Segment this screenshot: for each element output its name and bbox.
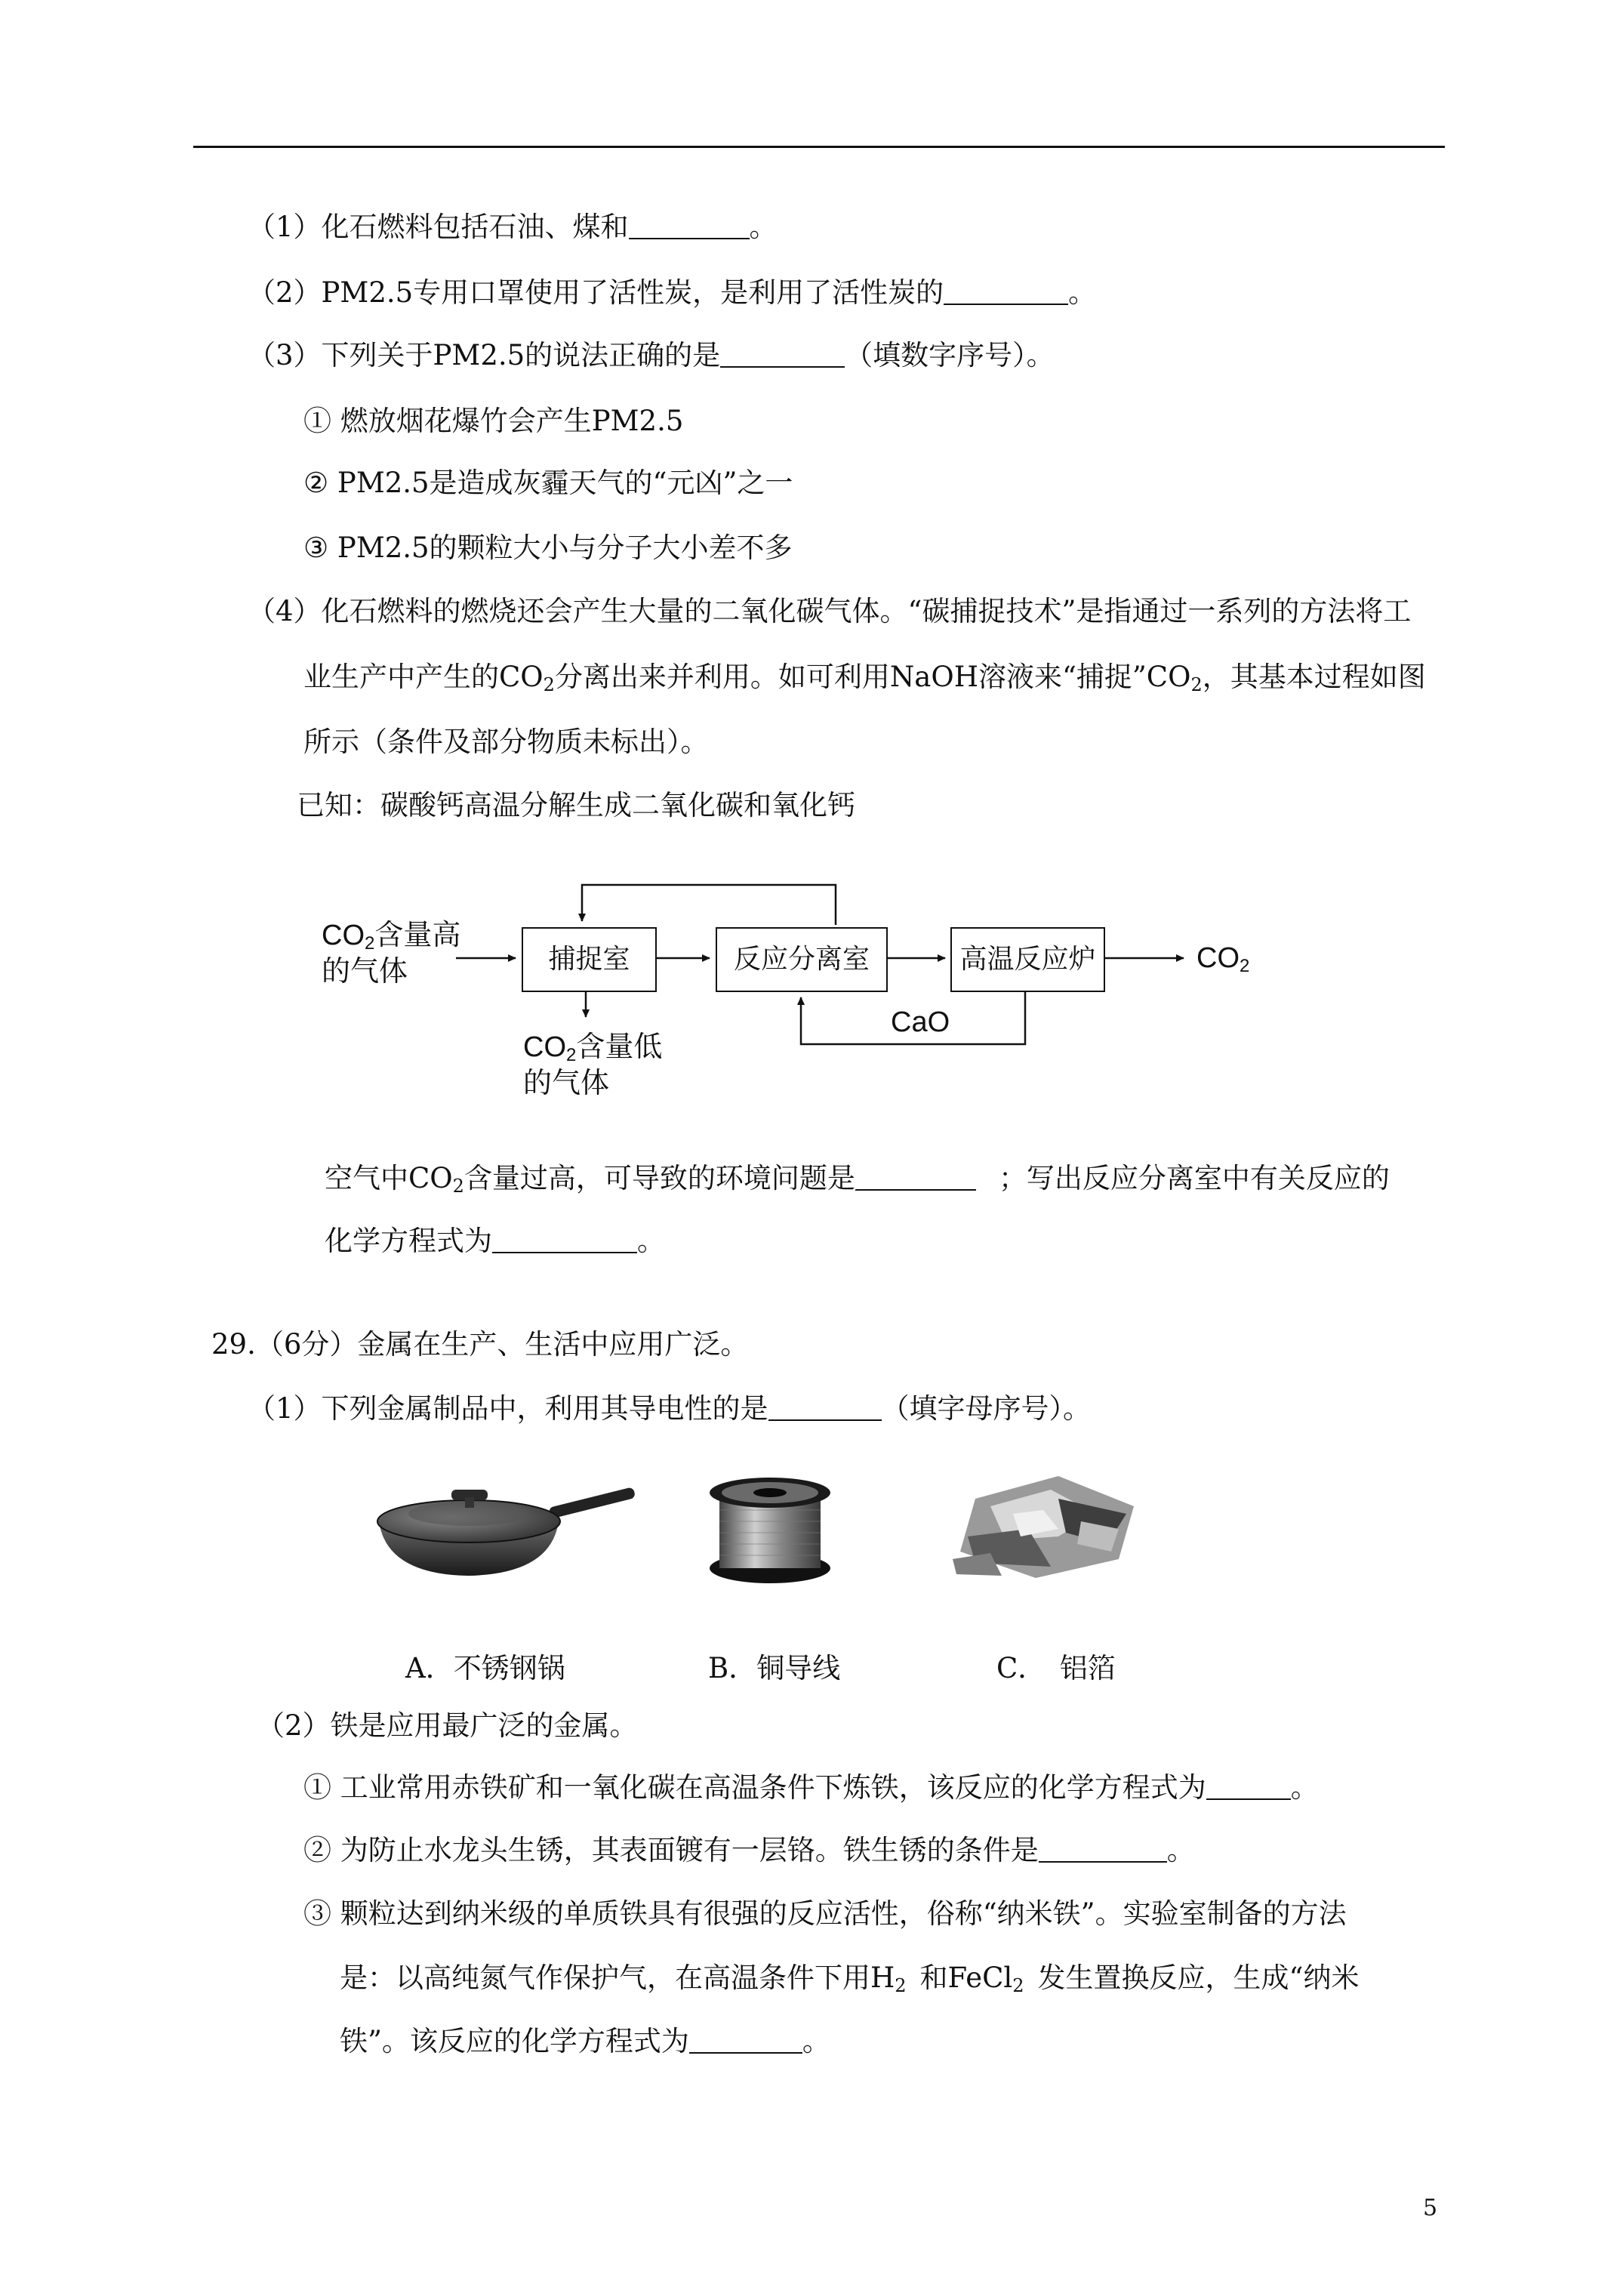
q28-option-2: ② PM2.5是造成灰霾天气的“元凶”之一 xyxy=(303,467,793,499)
q28-option-3: ③ PM2.5的颗粒大小与分子大小差不多 xyxy=(303,532,793,564)
answer-blank[interactable] xyxy=(492,1226,637,1253)
wire-spool-image xyxy=(706,1469,834,1589)
q29-part1: （1）下列金属制品中，利用其导电性的是 （填字母序号）。 xyxy=(248,1392,1092,1425)
q28-part4-line2: 业生产中产生的$CO_2$分离出来并利用。如可利用NaOH溶液来“捕捉$”CO_2$，其基本过程如图 xyxy=(303,661,1426,695)
high-temp-furnace-box: 高温反应炉 xyxy=(950,927,1105,992)
answer-blank[interactable] xyxy=(689,2026,802,2054)
page-number: 5 xyxy=(1423,2195,1438,2221)
q28-part3: （3）下列关于PM2.5的说法正确的是 （填数字序号）。 xyxy=(248,339,1055,371)
q29-part2: （2）铁是应用最广泛的金属。 xyxy=(257,1709,638,1742)
q29-header: 29.（6分）金属在生产、生活中应用广泛。 xyxy=(211,1328,749,1361)
q29-sub2: ② 为防止水龙头生锈，其表面镀有一层铬。铁生锈的条件是 。 xyxy=(303,1834,1195,1866)
q28-option-1: ① 燃放烟花爆竹会产生PM2.5 xyxy=(303,405,684,437)
q28-known-fact: 已知：碳酸钙高温分解生成二氧化碳和氧化钙 xyxy=(297,789,855,821)
capture-chamber-box: 捕捉室 xyxy=(522,927,657,992)
cao-label: CaO xyxy=(891,1006,950,1038)
caption-c: C． 铝箔 xyxy=(996,1652,1116,1684)
answer-blank[interactable] xyxy=(1039,1835,1167,1863)
q28-part1: （1）化石燃料包括石油、煤和 。 xyxy=(248,211,778,243)
output-co2-label: $CO_2$ xyxy=(1196,942,1250,976)
q29-sub3-line2: 是：以高纯氮气作保护气，在高温条件下用$H_2$ 和FeCl$_2$ 发生置换反应，生成“纳米 xyxy=(340,1962,1360,1996)
q29-sub1: ① 工业常用赤铁矿和一氧化碳在高温条件下炼铁，该反应的化学方程式为 。 xyxy=(303,1771,1319,1804)
caption-b: B．铜导线 xyxy=(708,1652,841,1684)
answer-blank[interactable] xyxy=(1206,1773,1291,1800)
answer-blank[interactable] xyxy=(768,1394,882,1421)
q29-sub3-line3: 铁”。该反应的化学方程式为 。 xyxy=(340,2025,830,2057)
q28-part4-line3: 所示（条件及部分物质未标出）。 xyxy=(303,726,709,758)
q28-part4-question-line1: 空气中$CO_2$含量过高，可导致的环境问题是 ；写出反应分离室中有关反应的 xyxy=(325,1162,1390,1197)
caption-a: A．不锈钢锅 xyxy=(405,1652,565,1684)
q28-part4-question-line2: 化学方程式为 。 xyxy=(325,1225,665,1257)
answer-blank[interactable] xyxy=(855,1163,976,1191)
aluminum-foil-image xyxy=(945,1469,1141,1582)
q29-sub3-line1: ③ 颗粒达到纳米级的单质铁具有很强的反应活性，俗称“纳米铁”。实验室制备的方法 xyxy=(303,1897,1347,1930)
q28-part4-line1: （4）化石燃料的燃烧还会产生大量的二氧化碳气体。“碳捕捉技术”是指通过一系列的方法将工 xyxy=(248,595,1412,627)
wok-pan-image xyxy=(370,1461,642,1589)
input-gas-label: $CO_2$含量高 的气体 xyxy=(322,920,461,988)
low-co2-gas-label: $CO_2$含量低 的气体 xyxy=(523,1031,663,1099)
reaction-separation-box: 反应分离室 xyxy=(716,927,888,992)
q28-part2: （2）PM2.5专用口罩使用了活性炭，是利用了活性炭的 。 xyxy=(248,276,1097,309)
